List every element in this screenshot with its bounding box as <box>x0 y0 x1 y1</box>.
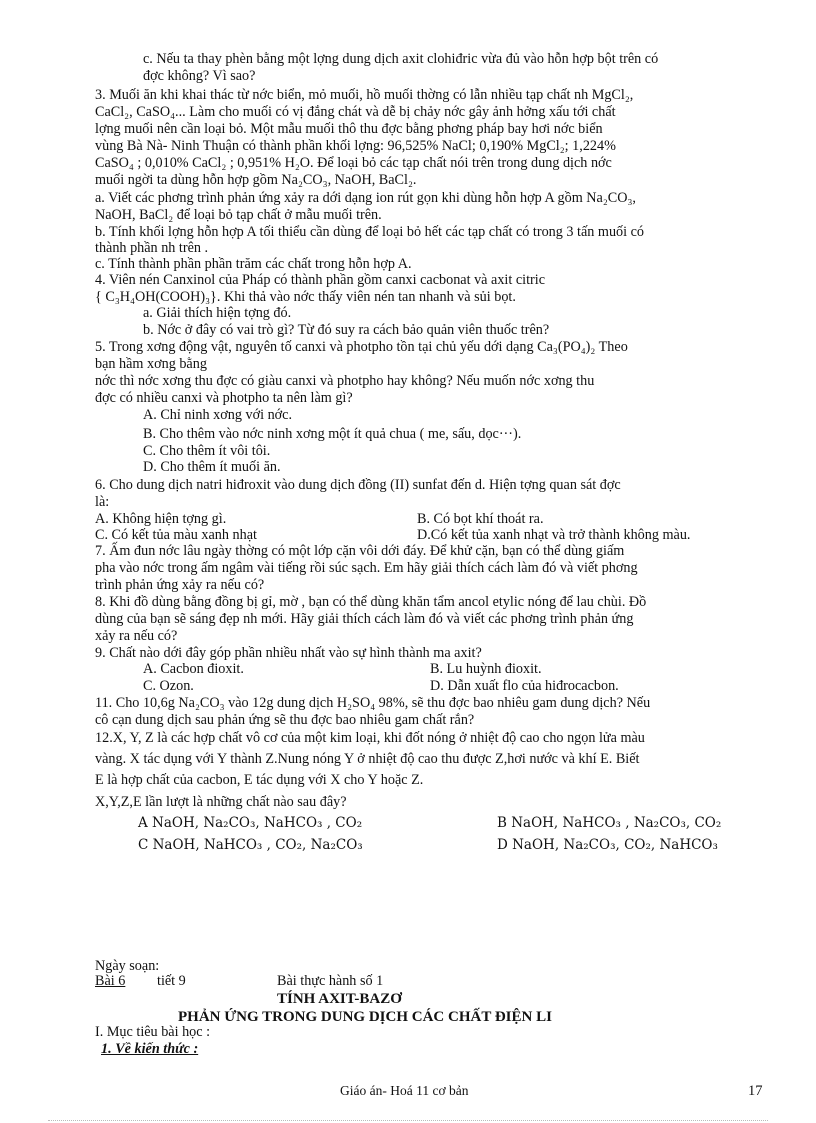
q8-text-line: 8. Khi đồ dùng bằng đồng bị gỉ, mờ , bạn có thể dùng khăn tẩm ancol etylic nóng để lau chùi. Đồ <box>95 594 647 610</box>
footer-title: Giáo án- Hoá 11 cơ bản <box>340 1083 469 1098</box>
q2-text-line: đợc không? Vì sao? <box>143 68 256 84</box>
lesson-subtitle: PHẢN ỨNG TRONG DUNG DỊCH CÁC CHẤT ĐIỆN LI <box>178 1009 552 1025</box>
lesson-title: TÍNH AXIT-BAZƠ <box>277 991 402 1007</box>
q3-text-line: b. Tính khối lợng hỗn hợp A tối thiểu cần dùng để loại bỏ hết các tạp chất có trong 3 tấn muối có <box>95 224 645 240</box>
q6-option: B. Có bọt khí thoát ra. <box>417 511 544 527</box>
q3-text-line: vùng Bà Nà- Ninh Thuận có thành phần khối lợng: 96,525% NaCl; 0,190% MgCl₂; 1,224% <box>95 138 616 154</box>
practice-title: Bài thực hành số 1 <box>277 973 384 989</box>
q9-option: B. Lu huỳnh đioxit. <box>430 661 542 677</box>
lesson-number: Bài 6 <box>95 973 126 989</box>
q12-option: B NaOH, NaHCO₃ , Na₂CO₃, CO₂ <box>497 815 722 831</box>
q3-text-line: c. Tính thành phần phần trăm các chất trong hỗn hợp A. <box>95 256 412 272</box>
subsection-heading: 1. Về kiến thức : <box>101 1041 199 1057</box>
q9-option: A. Cacbon đioxit. <box>143 661 244 677</box>
q4-text-line: a. Giải thích hiện tợng đó. <box>143 305 292 321</box>
section-heading: I. Mục tiêu bài học : <box>95 1024 211 1040</box>
q5-option: B. Cho thêm vào nớc ninh xơng một ít quả chua ( me, sấu, dọc···). <box>143 426 522 442</box>
q5-option: A. Chỉ ninh xơng với nớc. <box>143 407 293 423</box>
q12-text-line: vàng. X tác dụng với Y thành Z.Nung nóng Y ở nhiệt độ cao thu được Z,hơi nước và khí E. Biết <box>95 751 640 767</box>
q7-text-line: 7. Ấm đun nớc lâu ngày thờng có một lớp cặn vôi dới đáy. Để khử cặn, bạn có thể dùng giấm <box>95 543 625 559</box>
q8-text-line: xảy ra nếu có? <box>95 628 178 644</box>
q12-text-line: X,Y,Z,E lần lượt là những chất nào sau đây? <box>95 794 347 810</box>
q11-text-line: cô cạn dung dịch sau phản ứng sẽ thu đợc bao nhiêu gam chất rắn? <box>95 712 475 728</box>
q6-option: D.Có kết tủa xanh nhạt và trở thành không màu. <box>417 527 691 543</box>
q6-text-line: 6. Cho dung dịch natri hiđroxit vào dung dịch đồng (II) sunfat đến d. Hiện tợng quan sát đợc <box>95 477 621 493</box>
q3-text-line: 3. Muối ăn khi khai thác từ nớc biển, mỏ muối, hồ muối thờng có lẫn nhiều tạp chất nh MgCl₂, <box>95 87 634 103</box>
date-label: Ngày soạn: <box>95 958 160 974</box>
q12-text-line: E là hợp chất của cacbon, E tác dụng với X cho Y hoặc Z. <box>95 772 424 788</box>
q11-text-line: 11. Cho 10,6g Na₂CO₃ vào 12g dung dịch H₂SO₄ 98%, sẽ thu đợc bao nhiêu gam dung dịch? Nếu <box>95 695 651 711</box>
q3-text-line: a. Viết các phơng trình phản ứng xảy ra dới dạng ion rút gọn khi dùng hỗn hợp A gồm Na₂CO₃, <box>95 190 636 206</box>
q6-text-line: là: <box>95 494 110 510</box>
footer-divider <box>48 1120 768 1121</box>
q3-text-line: CaCl₂, CaSO₄... Làm cho muối có vị đắng chát và dễ bị chảy nớc gây ảnh hởng xấu tới chất <box>95 104 616 120</box>
q3-text-line: muối ngời ta dùng hỗn hợp gồm Na₂CO₃, NaOH, BaCl₂. <box>95 172 417 188</box>
q6-option: C. Có kết tủa màu xanh nhạt <box>95 527 257 543</box>
q3-text-line: thành phần nh trên . <box>95 240 209 256</box>
q4-text-line: b. Nớc ở đây có vai trò gì? Từ đó suy ra cách bảo quản viên thuốc trên? <box>143 322 550 338</box>
q3-text-line: lợng muối nên cần loại bỏ. Một mẫu muối thô thu đợc bằng phơng pháp bay hơi nớc biển <box>95 121 603 137</box>
q6-option: A. Không hiện tợng gì. <box>95 511 227 527</box>
q9-option: D. Dẫn xuất flo của hiđrocacbon. <box>430 678 619 694</box>
q5-text-line: nớc thì nớc xơng thu đợc có giàu canxi và photpho hay không? Nếu muốn nớc xơng thu <box>95 373 595 389</box>
q4-text-line: 4. Viên nén Canxinol của Pháp có thành phần gồm canxi cacbonat và axit citric <box>95 272 545 288</box>
q12-text-line: 12.X, Y, Z là các hợp chất vô cơ của một kim loại, khi đốt nóng ở nhiệt độ cao cho ngọn lửa màu <box>95 730 645 746</box>
q4-text-line: { C₃H₄OH(COOH)₃}. Khi thả vào nớc thấy viên nén tan nhanh và sủi bọt. <box>95 289 516 305</box>
q9-text-line: 9. Chất nào dới đây góp phần nhiều nhất vào sự hình thành ma axit? <box>95 645 482 661</box>
q3-text-line: CaSO₄ ; 0,010% CaCl₂ ; 0,951% H₂O. Để loại bỏ các tạp chất nói trên trong dung dịch nớc <box>95 155 612 171</box>
q8-text-line: dùng của bạn sẽ sáng đẹp nh mới. Hãy giải thích cách làm đó và viết các phơng trình phản ứng <box>95 611 634 627</box>
q5-option: D. Cho thêm ít muối ăn. <box>143 459 281 475</box>
q2-text-line: c. Nếu ta thay phèn bằng một lợng dung dịch axit clohiđric vừa đủ vào hỗn hợp bột trên có <box>143 51 659 67</box>
q5-text-line: bạn hầm xơng bằng <box>95 356 207 372</box>
q5-option: C. Cho thêm ít vôi tôi. <box>143 443 271 459</box>
q7-text-line: pha vào nớc trong ấm ngâm vài tiếng rồi súc sạch. Em hãy giải thích cách làm đó và viết phơng <box>95 560 638 576</box>
q12-option: C NaOH, NaHCO₃ , CO₂, Na₂CO₃ <box>138 837 363 853</box>
q5-text-line: 5. Trong xơng động vật, nguyên tố canxi và photpho tồn tại chủ yếu dới dạng Ca₃(PO₄)₂ Theo <box>95 339 628 355</box>
lesson-period: tiết 9 <box>157 973 186 989</box>
q5-text-line: đợc có nhiều canxi và photpho ta nên làm gì? <box>95 390 353 406</box>
page-number: 17 <box>748 1083 763 1099</box>
q3-text-line: NaOH, BaCl₂ để loại bỏ tạp chất ở mẫu muối trên. <box>95 207 382 223</box>
q7-text-line: trình phản ứng xảy ra nếu có? <box>95 577 265 593</box>
q9-option: C. Ozon. <box>143 678 194 694</box>
q12-option: D NaOH, Na₂CO₃, CO₂, NaHCO₃ <box>497 837 718 853</box>
q12-option: A NaOH, Na₂CO₃, NaHCO₃ , CO₂ <box>138 815 363 831</box>
